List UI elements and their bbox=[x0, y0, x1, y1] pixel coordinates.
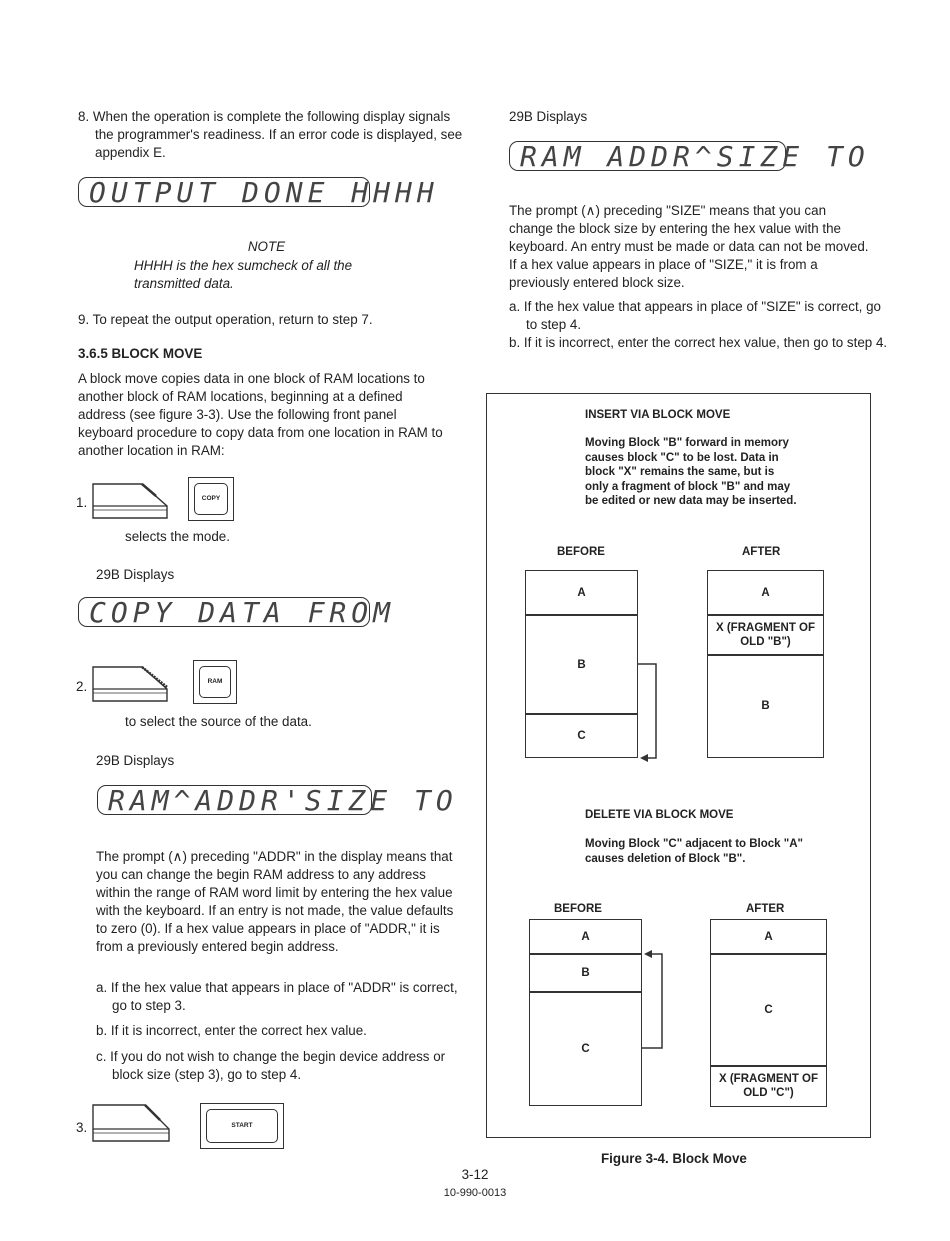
figure-caption: Figure 3-4. Block Move bbox=[601, 1151, 747, 1166]
copy-key[interactable] bbox=[188, 477, 234, 521]
displays-label-2: 29B Displays bbox=[96, 753, 175, 768]
display-output-done: OUTPUT DONE HHHH bbox=[78, 177, 370, 207]
step-3-number: 3. bbox=[76, 1120, 88, 1135]
insert-move-arrow-icon bbox=[636, 660, 664, 766]
size-prompt-text: The prompt (∧) preceding "SIZE" means that you can change the block size by entering the hex value with the keyboard. An entry must be made or data can not be moved. If a hex value appears in place of "SIZE," it is from a previously entered block size. bbox=[509, 203, 869, 290]
displays-label-right: 29B Displays bbox=[509, 109, 588, 124]
size-item-b: b. If it is incorrect, enter the correct hex value, then go to step 4. bbox=[509, 335, 888, 350]
delete-before-block-b: B bbox=[529, 953, 642, 993]
step-2-number: 2. bbox=[76, 679, 88, 694]
keyboard-side-icon bbox=[90, 665, 170, 703]
keyboard-side-icon bbox=[90, 1103, 172, 1143]
delete-after-block-x: X (FRAGMENT OF OLD "C") bbox=[710, 1065, 827, 1107]
keyboard-side-icon bbox=[90, 482, 170, 520]
addr-item-c: c. If you do not wish to change the begin device address or block size (step 3), go to step 4. bbox=[96, 1049, 446, 1082]
document-number: 10-990-0013 bbox=[443, 1187, 507, 1199]
step-8-text: 8. When the operation is complete the following display signals the programmer's readiness. If an error code is displayed, see appendix E. bbox=[78, 109, 463, 160]
insert-title: INSERT VIA BLOCK MOVE bbox=[585, 409, 731, 421]
delete-after-block-c: C bbox=[710, 953, 827, 1067]
size-item-a: a. If the hex value that appears in place of "SIZE" is correct, go to step 4. bbox=[509, 299, 881, 332]
insert-description: Moving Block "B" forward in memory causes block "C" to be lost. Data in block "X" remains the same, but is only a fragment of block "B" and may be edited or new data may be inserted. bbox=[585, 437, 797, 507]
insert-before-block-a: A bbox=[525, 570, 638, 616]
ram-key[interactable] bbox=[193, 660, 237, 704]
insert-after-label: AFTER bbox=[742, 546, 781, 558]
step-9-text: 9. To repeat the output operation, return to step 7. bbox=[78, 312, 373, 327]
addr-item-a: a. If the hex value that appears in place of "ADDR" is correct, go to step 3. bbox=[96, 980, 458, 1013]
display-ram-addr-size-to: RAM^ADDR'SIZE TO bbox=[97, 785, 372, 815]
delete-before-block-c: C bbox=[529, 991, 642, 1106]
delete-description: Moving Block "C" adjacent to Block "A" causes deletion of Block "B". bbox=[585, 838, 803, 865]
insert-before-label: BEFORE bbox=[557, 546, 605, 558]
display-copy-data-from: COPY DATA FROM bbox=[78, 597, 370, 627]
delete-before-block-a: A bbox=[529, 919, 642, 955]
ram-key-label: RAM bbox=[199, 666, 231, 698]
displays-label-1: 29B Displays bbox=[96, 567, 175, 582]
insert-after-block-b: B bbox=[707, 654, 824, 758]
note-body: HHHH is the hex sumcheck of all the transmitted data. bbox=[134, 258, 353, 291]
delete-after-block-a: A bbox=[710, 919, 827, 955]
delete-move-arrow-icon bbox=[640, 944, 666, 1052]
section-heading: 3.6.5 BLOCK MOVE bbox=[78, 346, 203, 361]
display-ram-addr-size-to-right: RAM ADDR^SIZE TO bbox=[509, 141, 786, 171]
insert-before-block-c: C bbox=[525, 713, 638, 758]
addr-prompt-text: The prompt (∧) preceding "ADDR" in the display means that you can change the begin RAM address to any address within the range of RAM word limit by entering the hex value with the keyboard. If an entry is not made, the value defaults to zero (0). If a hex value appears in place of "ADDR," it is from a previously entered begin address. bbox=[96, 849, 454, 954]
step-1-number: 1. bbox=[76, 495, 88, 510]
step-2-description: to select the source of the data. bbox=[125, 714, 312, 729]
delete-title: DELETE VIA BLOCK MOVE bbox=[585, 809, 734, 821]
delete-after-label: AFTER bbox=[746, 903, 785, 915]
page-number: 3-12 bbox=[461, 1167, 489, 1182]
intro-text: A block move copies data in one block of RAM locations to another block of RAM locations, beginning at a defined address (see figure 3-3). Use the following front panel keyboard procedure to copy data from one location in RAM to another location in RAM: bbox=[78, 371, 443, 458]
insert-after-block-x: X (FRAGMENT OF OLD "B") bbox=[707, 614, 824, 656]
insert-after-block-a: A bbox=[707, 570, 824, 616]
step-1-description: selects the mode. bbox=[125, 529, 230, 544]
note-title: NOTE bbox=[247, 239, 286, 254]
start-key-label: START bbox=[206, 1109, 278, 1143]
copy-key-label: COPY bbox=[194, 483, 228, 515]
start-key[interactable] bbox=[200, 1103, 284, 1149]
delete-before-label: BEFORE bbox=[554, 903, 602, 915]
addr-item-b: b. If it is incorrect, enter the correct hex value. bbox=[96, 1023, 367, 1038]
insert-before-block-b: B bbox=[525, 614, 638, 715]
